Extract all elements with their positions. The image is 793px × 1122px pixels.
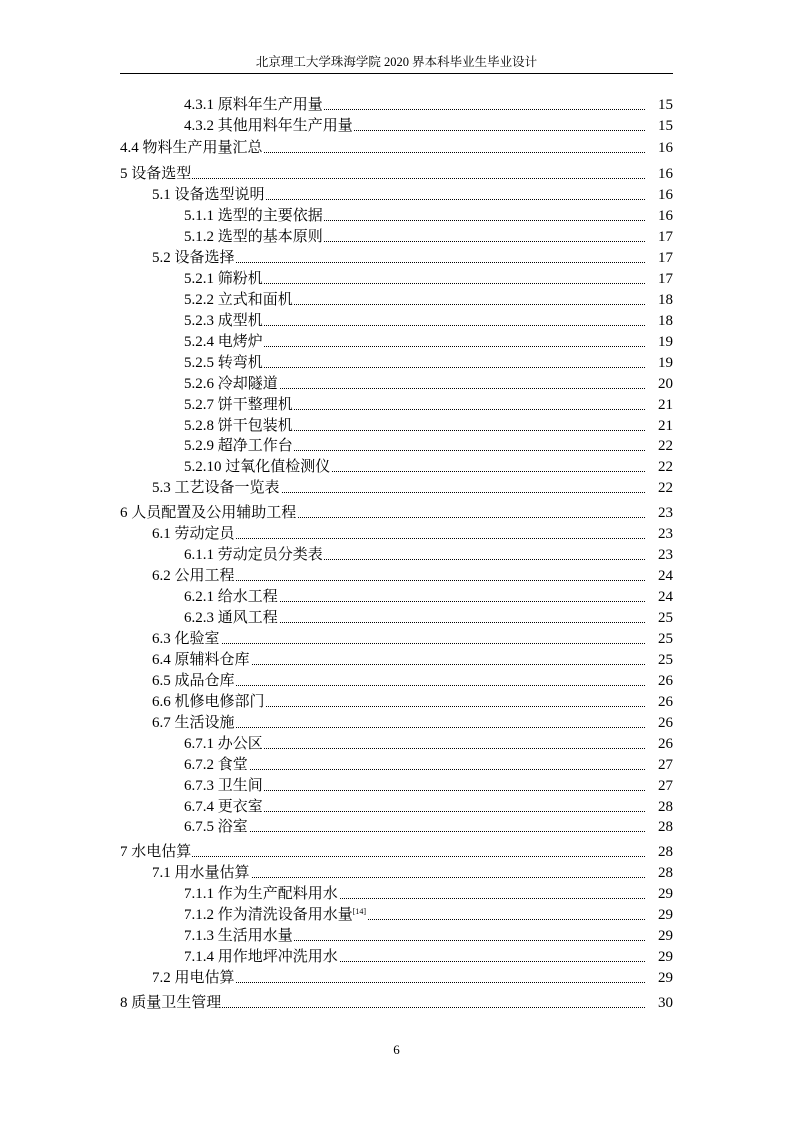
toc-entry[interactable] [0, 692, 793, 712]
toc-entry[interactable] [0, 734, 793, 754]
toc-entry-page: 20 [646, 374, 673, 394]
toc-entry[interactable] [0, 926, 793, 946]
toc-entry-title: 6.7 生活设施 [152, 715, 235, 731]
toc-entry-page: 28 [646, 817, 673, 837]
toc-entry-title: 6.7.1 办公区 [184, 736, 263, 752]
toc-entry-page: 26 [646, 671, 673, 691]
toc-entry-title: 6.3 化验室 [152, 631, 220, 647]
toc-entry-title: 6.2.1 给水工程 [184, 589, 278, 605]
toc-entry-page: 22 [646, 436, 673, 456]
toc-entry-page: 27 [646, 755, 673, 775]
toc-entry-page: 26 [646, 692, 673, 712]
toc-entry[interactable] [0, 227, 793, 247]
toc-entry-title: 5.2.7 饼干整理机 [184, 397, 293, 413]
toc-entry-title: 7.1.2 作为清洗设备用水量[14] [184, 907, 367, 923]
toc-entry-page: 22 [646, 457, 673, 477]
toc-entry-title: 4.3.1 原料年生产用量 [184, 97, 323, 113]
toc-entry-page: 23 [646, 503, 673, 523]
toc-entry-page: 25 [646, 629, 673, 649]
toc-entry-title: 6.5 成品仓库 [152, 673, 235, 689]
toc-entry[interactable] [0, 587, 793, 607]
toc-entry-page: 29 [646, 947, 673, 967]
toc-entry-page: 29 [646, 905, 673, 925]
toc-entry-title: 6 人员配置及公用辅助工程 [120, 505, 297, 521]
toc-entry-title: 5.2.4 电烤炉 [184, 334, 263, 350]
toc-entry-title: 7.1 用水量估算 [152, 865, 250, 881]
running-header: 北京理工大学珠海学院 2020 界本科毕业生毕业设计 [255, 55, 538, 69]
toc-entry-page: 23 [646, 524, 673, 544]
toc-entry[interactable] [0, 650, 793, 670]
toc-entry[interactable] [0, 138, 793, 158]
toc-entry-page: 25 [646, 650, 673, 670]
toc-entry[interactable] [0, 457, 793, 477]
toc-entry-title: 6.7.5 浴室 [184, 819, 248, 835]
toc-entry-page: 17 [646, 248, 673, 268]
toc-entry-page: 29 [646, 968, 673, 988]
toc-entry[interactable] [0, 116, 793, 136]
toc-entry[interactable] [0, 629, 793, 649]
toc-entry[interactable] [0, 797, 793, 817]
toc-entry[interactable] [0, 374, 793, 394]
toc-entry[interactable] [0, 206, 793, 226]
toc-entry[interactable] [0, 164, 793, 184]
toc-entry[interactable] [0, 755, 793, 775]
toc-entry-page: 18 [646, 290, 673, 310]
toc-entry-page: 16 [646, 164, 673, 184]
toc-entry-title: 6.7.2 食堂 [184, 757, 248, 773]
toc-entry-title: 6.1 劳动定员 [152, 526, 235, 542]
toc-entry-page: 16 [646, 185, 673, 205]
toc-entry[interactable] [0, 269, 793, 289]
toc-entry-title: 5.2.2 立式和面机 [184, 292, 293, 308]
toc-entry[interactable] [0, 185, 793, 205]
dot-leader [184, 769, 673, 770]
toc-entry[interactable] [0, 478, 793, 498]
toc-entry-title: 7.1.3 生活用水量 [184, 928, 293, 944]
toc-entry-page: 29 [646, 884, 673, 904]
dot-leader [120, 856, 673, 857]
toc-entry-title: 5.1.1 选型的主要依据 [184, 208, 323, 224]
toc-entry[interactable] [0, 947, 793, 967]
toc-entry[interactable] [0, 776, 793, 796]
toc-entry-title: 4.3.2 其他用料年生产用量 [184, 118, 353, 134]
header-rule [120, 73, 673, 74]
toc-entry-page: 19 [646, 332, 673, 352]
toc-entry-title: 7.1.1 作为生产配料用水 [184, 886, 338, 902]
toc-entry-title: 6.7.4 更衣室 [184, 799, 263, 815]
toc-entry[interactable] [0, 671, 793, 691]
toc-entry-page: 21 [646, 395, 673, 415]
toc-entry[interactable] [0, 842, 793, 862]
dot-leader [120, 178, 673, 179]
toc-entry[interactable] [0, 566, 793, 586]
toc-entry-page: 28 [646, 797, 673, 817]
citation-superscript: [14] [352, 907, 367, 916]
toc-entry-title: 5.1.2 选型的基本原则 [184, 229, 323, 245]
toc-entry-page: 21 [646, 416, 673, 436]
toc-entry-title: 5.2 设备选择 [152, 250, 235, 266]
dot-leader [184, 831, 673, 832]
toc-entry-page: 23 [646, 545, 673, 565]
toc-entry-page: 24 [646, 566, 673, 586]
toc-entry-title: 5.3 工艺设备一览表 [152, 480, 280, 496]
toc-entry[interactable] [0, 436, 793, 456]
toc-entry-page: 26 [646, 734, 673, 754]
toc-entry-title: 7.1.4 用作地坪冲洗用水 [184, 949, 338, 965]
toc-entry[interactable] [0, 817, 793, 837]
toc-entry-title: 7 水电估算 [120, 844, 192, 860]
toc-entry-title: 6.4 原辅料仓库 [152, 652, 250, 668]
toc-entry[interactable] [0, 905, 793, 925]
toc-entry-title: 6.1.1 劳动定员分类表 [184, 547, 323, 563]
toc-entry-page: 18 [646, 311, 673, 331]
toc-entry[interactable] [0, 968, 793, 988]
toc-entry[interactable] [0, 248, 793, 268]
toc-entry-title: 5.2.10 过氧化值检测仪 [184, 459, 331, 475]
toc-entry[interactable] [0, 863, 793, 883]
toc-entry-title: 6.6 机修电修部门 [152, 694, 265, 710]
toc-entry-title: 7.2 用电估算 [152, 970, 235, 986]
toc-entry-page: 29 [646, 926, 673, 946]
toc-entry[interactable] [0, 545, 793, 565]
toc-entry[interactable] [0, 353, 793, 373]
toc-entry-page: 30 [646, 993, 673, 1013]
toc-entry[interactable] [0, 395, 793, 415]
toc-entry[interactable] [0, 884, 793, 904]
toc-entry-title: 6.2.3 通风工程 [184, 610, 278, 626]
toc-entry-page: 25 [646, 608, 673, 628]
toc-entry-page: 15 [646, 95, 673, 115]
toc-entry-title: 5.2.8 饼干包装机 [184, 418, 293, 434]
toc-entry-title: 5.2.9 超净工作台 [184, 438, 293, 454]
toc-entry-title: 6.2 公用工程 [152, 568, 235, 584]
toc-entry[interactable] [0, 416, 793, 436]
toc-entry-page: 16 [646, 138, 673, 158]
toc-entry-title: 5.2.3 成型机 [184, 313, 263, 329]
toc-entry[interactable] [0, 503, 793, 523]
toc-entry[interactable] [0, 332, 793, 352]
toc-entry[interactable] [0, 608, 793, 628]
dot-leader [152, 643, 673, 644]
toc-entry-title: 5.2.5 转弯机 [184, 355, 263, 371]
toc-entry-page: 26 [646, 713, 673, 733]
toc-entry[interactable] [0, 290, 793, 310]
toc-entry-page: 27 [646, 776, 673, 796]
page-number: 6 [393, 1042, 400, 1057]
toc-entry-page: 24 [646, 587, 673, 607]
toc-entry-page: 22 [646, 478, 673, 498]
toc-entry[interactable] [0, 95, 793, 115]
toc-entry-title: 4.4 物料生产用量汇总 [120, 140, 263, 156]
toc-entry-page: 15 [646, 116, 673, 136]
toc-entry-title: 5.2.1 筛粉机 [184, 271, 263, 287]
toc-entry[interactable] [0, 993, 793, 1013]
toc-entry-page: 17 [646, 269, 673, 289]
toc-entry-title: 5.1 设备选型说明 [152, 187, 265, 203]
toc-entry-title: 5 设备选型 [120, 166, 192, 182]
toc-entry[interactable] [0, 524, 793, 544]
toc-entry-title: 8 质量卫生管理 [120, 995, 222, 1011]
toc-entry-page: 28 [646, 842, 673, 862]
toc-entry-page: 19 [646, 353, 673, 373]
toc-entry-page: 17 [646, 227, 673, 247]
toc-entry-title: 6.7.3 卫生间 [184, 778, 263, 794]
toc-entry-page: 28 [646, 863, 673, 883]
toc-entry-page: 16 [646, 206, 673, 226]
toc-entry[interactable] [0, 713, 793, 733]
toc-entry-title: 5.2.6 冷却隧道 [184, 376, 278, 392]
toc-entry[interactable] [0, 311, 793, 331]
